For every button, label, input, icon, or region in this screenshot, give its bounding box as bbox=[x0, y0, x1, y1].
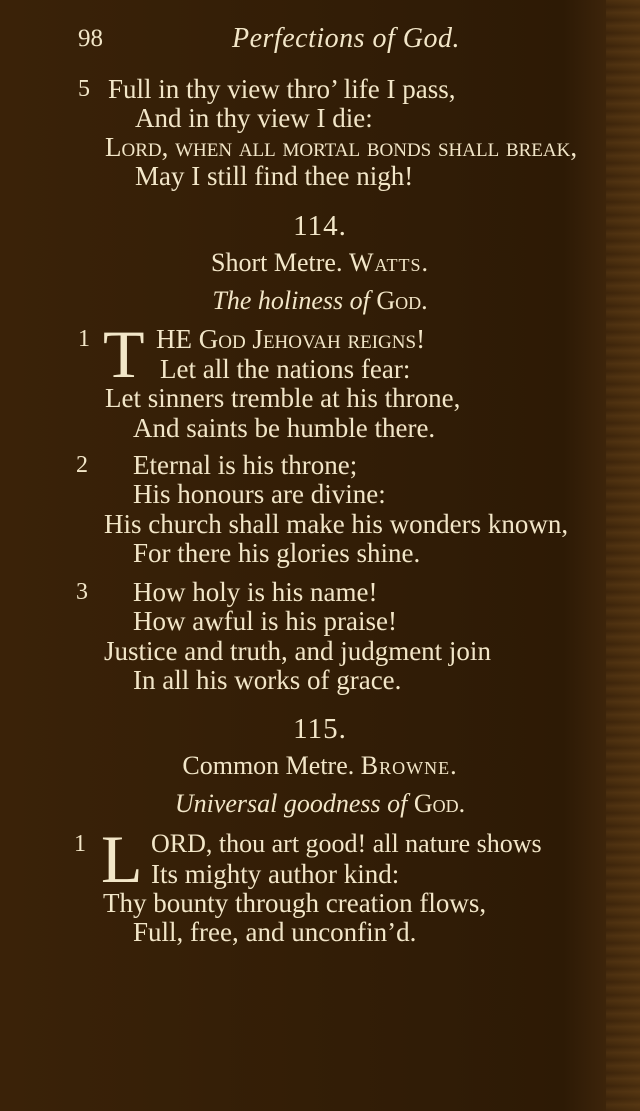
running-title: Perfections of God. bbox=[232, 23, 461, 54]
verse-line: Full in thy view thro’ life I pass, bbox=[108, 74, 456, 104]
stanza-number: 1 bbox=[78, 326, 90, 352]
verse-line: HE God Jehovah reigns! bbox=[156, 324, 426, 354]
hymn-subject-prefix: The holiness of bbox=[212, 286, 370, 315]
stanza-number: 2 bbox=[76, 452, 88, 478]
hymn-subject-name: God. bbox=[376, 286, 428, 315]
verse-line: How awful is his praise! bbox=[133, 606, 397, 636]
hymn-author: Watts. bbox=[348, 248, 429, 277]
stanza-number: 3 bbox=[76, 579, 88, 605]
verse-line: How holy is his name! bbox=[133, 577, 378, 607]
verse-line: Full, free, and unconfin’d. bbox=[133, 917, 417, 947]
verse-line: Let all the nations fear: bbox=[160, 354, 411, 384]
verse-line: And saints be humble there. bbox=[133, 413, 436, 443]
verse-line: For there his glories shine. bbox=[133, 538, 421, 568]
hymn-number: 114. bbox=[293, 210, 347, 242]
hymn-metre: Common Metre. bbox=[182, 751, 355, 780]
hymn-subject bbox=[0, 789, 640, 819]
verse-line: May I still find thee nigh! bbox=[135, 161, 414, 191]
drop-cap: L bbox=[101, 821, 143, 897]
verse-line: Let sinners tremble at his throne, bbox=[105, 383, 461, 413]
verse-line: Thy bounty through creation flows, bbox=[103, 888, 487, 918]
hymn-number: 115. bbox=[293, 713, 347, 745]
verse-line: And in thy view I die: bbox=[135, 103, 373, 133]
verse-line: In all his works of grace. bbox=[133, 665, 402, 695]
page-edge-shadow bbox=[606, 0, 640, 1111]
hymn-subject-name: God. bbox=[413, 789, 466, 818]
verse-line: ORD, thou art good! all nature shows bbox=[151, 829, 542, 858]
stanza-number: 5 bbox=[78, 76, 90, 102]
hymn-metre-line bbox=[0, 248, 640, 278]
stanza-number: 1 bbox=[74, 831, 86, 857]
verse-line: His church shall make his wonders known, bbox=[104, 509, 569, 539]
verse-line: Lord, when all mortal bonds shall break, bbox=[105, 132, 578, 162]
drop-cap: T bbox=[103, 316, 145, 392]
hymn-subject-prefix: Universal goodness of bbox=[174, 789, 408, 818]
hymn-metre-line bbox=[0, 751, 640, 781]
verse-line: Its mighty author kind: bbox=[151, 859, 400, 889]
verse-line: His honours are divine: bbox=[133, 479, 386, 509]
verse-line: Eternal is his throne; bbox=[133, 450, 358, 480]
verse-line: Justice and truth, and judgment join bbox=[104, 636, 491, 666]
page-number: 98 bbox=[78, 25, 103, 52]
hymn-metre: Short Metre. bbox=[211, 248, 343, 277]
hymn-subject bbox=[0, 286, 640, 316]
hymn-author: Browne. bbox=[360, 751, 458, 780]
